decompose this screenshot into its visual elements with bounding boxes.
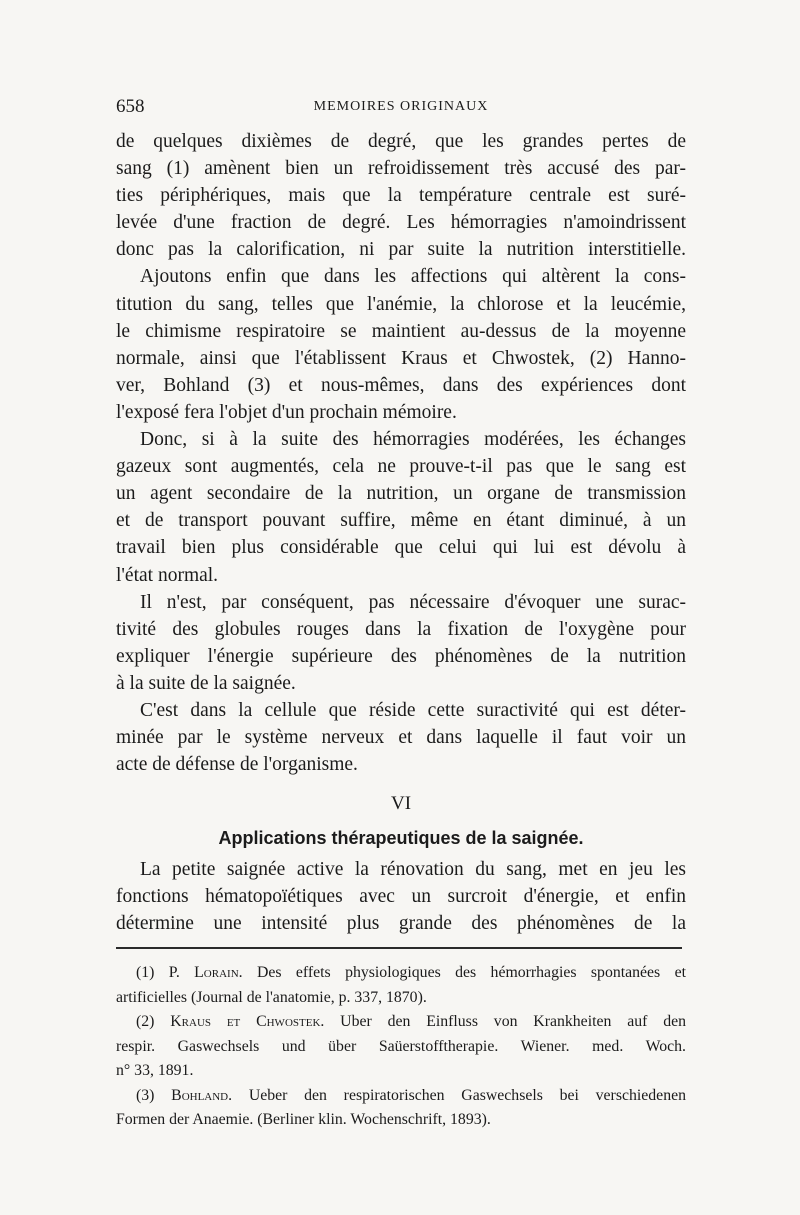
- page-number: 658: [116, 96, 145, 117]
- text-line: minée par le système nerveux et dans laquelle il faut voir un: [116, 727, 686, 749]
- running-title: MEMOIRES ORIGINAUX: [313, 99, 489, 114]
- footnote-2-cont: n° 33, 1891.: [116, 1062, 194, 1079]
- footnote-mark: (2): [136, 1013, 155, 1030]
- text-line: acte de défense de l'organisme.: [116, 754, 358, 776]
- text-line: levée d'une fraction de degré. Les hémorragies n'amoindrissent: [116, 212, 686, 234]
- footnotes: [116, 961, 686, 1133]
- footnote-2: [116, 1010, 686, 1035]
- text-line: détermine une intensité plus grande des phénomènes de la: [116, 913, 686, 935]
- text-line: expliquer l'énergie supérieure des phénomènes de la nutrition: [116, 645, 686, 667]
- footnote-text: Des effets physiologiques des hémorrhagies spontanées et: [256, 964, 686, 981]
- text-line: donc pas la calorification, ni par suite la nutrition interstitielle.: [116, 239, 686, 261]
- footnote-mark: (3): [136, 1086, 155, 1104]
- footnote-1: [116, 961, 686, 986]
- section-number: VI: [390, 793, 412, 815]
- text-line: l'exposé fera l'objet d'un prochain mémoire.: [116, 401, 457, 423]
- main-text: [116, 128, 686, 938]
- footnote-author: P. Lorain.: [168, 964, 243, 981]
- footnote-text: Ueber den respiratorischen Gaswechsels bei verschiedenen: [248, 1086, 686, 1104]
- text-line: tivité des globules rouges dans la fixation de l'oxygène pour: [116, 618, 686, 640]
- footnote-mark: (1): [136, 964, 155, 981]
- footnote-3: [116, 1084, 686, 1109]
- text-line: normale, ainsi que l'établissent Kraus et Chwostek, (2) Hanno-: [116, 347, 686, 369]
- text-line: Il n'est, par conséquent, pas nécessaire d'évoquer une surac-: [140, 591, 686, 613]
- text-line: La petite saignée active la rénovation du sang, met en jeu les: [140, 859, 686, 881]
- text-line: de quelques dixièmes de degré, que les grandes pertes de: [116, 131, 686, 152]
- text-line: et de transport pouvant suffire, même en étant diminué, à un: [116, 510, 686, 532]
- text-line: travail bien plus considérable que celui qui lui est dévolu à: [116, 537, 686, 559]
- text-line: l'état normal.: [116, 564, 219, 586]
- footnote-divider: [116, 947, 682, 949]
- text-line: ties périphériques, mais que la température centrale est suré-: [116, 185, 686, 207]
- text-line: C'est dans la cellule que réside cette suractivité qui est déter-: [140, 699, 686, 721]
- section-title: Applications thérapeutiques de la saignée.: [218, 828, 584, 849]
- footnote-2-cont: respir. Gaswechsels und über Saüerstofftherapie. Wiener. med. Woch.: [116, 1037, 686, 1055]
- text-line: sang (1) amènent bien un refroidissement très accusé des par-: [116, 158, 686, 180]
- text-line: à la suite de la saignée.: [116, 672, 296, 694]
- text-line: Ajoutons enfin que dans les affections qui altèrent la cons-: [140, 266, 686, 288]
- text-line: un agent secondaire de la nutrition, un organe de transmission: [116, 483, 686, 505]
- footnote-3-cont: Formen der Anaemie. (Berliner klin. Wochenschrift, 1893).: [116, 1111, 491, 1128]
- text-line: le chimisme respiratoire se maintient au-dessus de la moyenne: [116, 320, 686, 342]
- text-line: gazeux sont augmentés, cela ne prouve-t-il pas que le sang est: [116, 456, 686, 478]
- footnote-1-cont: artificielles (Journal de l'anatomie, p. 337, 1870).: [116, 988, 427, 1006]
- text-line: ver, Bohland (3) et nous-mêmes, dans des expériences dont: [116, 374, 686, 396]
- footnote-text: Uber den Einfluss von Krankheiten auf den: [340, 1013, 687, 1030]
- text-line: fonctions hématopoïétiques avec un surcroit d'énergie, et enfin: [116, 886, 686, 908]
- text-line: Donc, si à la suite des hémorragies modérées, les échanges: [140, 429, 686, 451]
- footnote-author: Bohland.: [171, 1086, 233, 1104]
- running-header: [116, 96, 686, 120]
- text-line: titution du sang, telles que l'anémie, la chlorose et la leucémie,: [116, 293, 686, 315]
- footnote-author: Kraus et Chwostek.: [170, 1013, 325, 1030]
